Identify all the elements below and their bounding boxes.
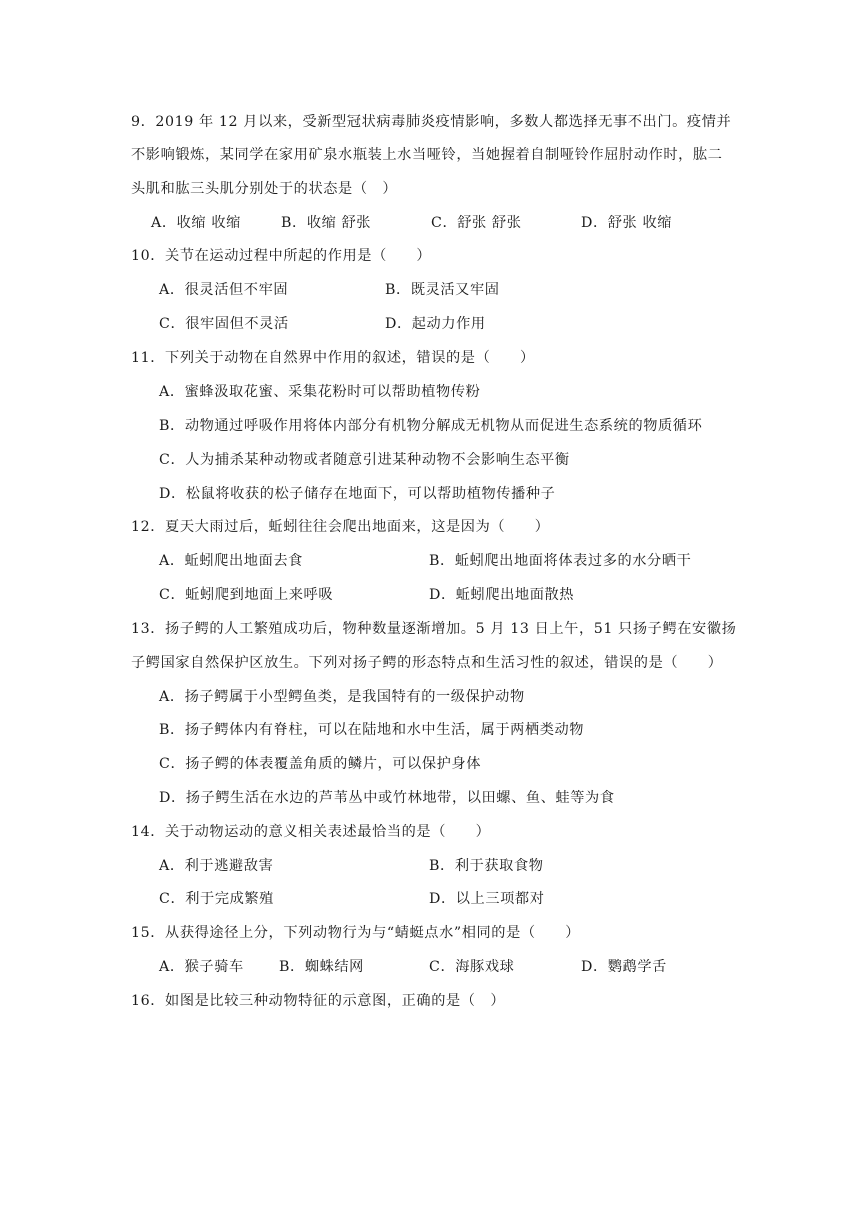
question-13-option-b: B．扬子鳄体内有脊柱，可以在陆地和水中生活，属于两栖类动物 xyxy=(159,722,585,738)
question-9-option-d: D．舒张 收缩 xyxy=(581,215,673,231)
question-9-option-a: A．收缩 收缩 xyxy=(151,215,241,231)
question-11-option-a: A．蜜蜂汲取花蜜、采集花粉时可以帮助植物传粉 xyxy=(159,384,481,400)
question-11-option-b: B．动物通过呼吸作用将体内部分有机物分解成无机物从而促进生态系统的物质循环 xyxy=(159,418,703,434)
question-10-option-c: C．很牢固但不灵活 xyxy=(159,316,289,332)
question-14-stem: 14．关于动物运动的意义相关表述最恰当的是（ ） xyxy=(131,824,491,840)
question-15-option-b: B．蜘蛛结网 xyxy=(279,959,364,975)
question-12-option-a: A．蚯蚓爬出地面去食 xyxy=(159,553,303,569)
question-14-option-a: A．利于逃避敌害 xyxy=(159,858,274,874)
question-11-option-c: C．人为捕杀某种动物或者随意引进某种动物不会影响生态平衡 xyxy=(159,452,570,468)
question-9-option-b: B．收缩 舒张 xyxy=(281,215,372,231)
question-14-option-d: D．以上三项都对 xyxy=(429,891,545,907)
question-15-option-c: C．海豚戏球 xyxy=(429,959,515,975)
question-9-option-c: C．舒张 舒张 xyxy=(431,215,522,231)
question-13-option-d: D．扬子鳄生活在水边的芦苇丛中或竹林地带，以田螺、鱼、蛙等为食 xyxy=(159,790,615,806)
question-10-option-a: A．很灵活但不牢固 xyxy=(159,282,289,298)
question-12-option-d: D．蚯蚓爬出地面散热 xyxy=(429,587,575,603)
question-11-option-d: D．松鼠将收获的松子储存在地面下，可以帮助植物传播种子 xyxy=(159,486,556,502)
question-12-stem: 12．夏天大雨过后，蚯蚓往往会爬出地面来，这是因为（ ） xyxy=(131,519,550,535)
question-13-option-a: A．扬子鳄属于小型鳄鱼类，是我国特有的一级保护动物 xyxy=(159,689,525,705)
question-13-option-c: C．扬子鳄的体表覆盖角质的鳞片，可以保护身体 xyxy=(159,756,481,772)
question-12-option-b: B．蚯蚓爬出地面将体表过多的水分晒干 xyxy=(429,553,692,569)
question-9-stem-line-1: 9．2019 年 12 月以来，受新型冠状病毒肺炎疫情影响，多数人都选择无事不出门。疫情并 xyxy=(131,114,732,130)
question-15-stem: 15．从获得途径上分，下列动物行为与“蜻蜓点水”相同的是（ ） xyxy=(131,925,581,941)
question-10-option-d: D．起动力作用 xyxy=(385,316,486,332)
question-10-option-b: B．既灵活又牢固 xyxy=(385,282,500,298)
question-11-stem: 11．下列关于动物在自然界中作用的叙述，错误的是（ ） xyxy=(131,350,535,366)
question-9-stem-line-2: 不影响锻炼，某同学在家用矿泉水瓶装上水当哑铃，当她握着自制哑铃作屈肘动作时，肱二 xyxy=(131,147,723,163)
question-10-stem: 10．关节在运动过程中所起的作用是（ ） xyxy=(131,248,432,264)
question-14-option-b: B．利于获取食物 xyxy=(429,858,544,874)
question-9-stem-line-3: 头肌和肱三头肌分别处于的状态是（ ） xyxy=(131,181,398,197)
question-13-stem-line-2: 子鳄国家自然保护区放生。下列对扬子鳄的形态特点和生活习性的叙述，错误的是（ ） xyxy=(131,655,723,671)
question-16-stem: 16．如图是比较三种动物特征的示意图，正确的是（ ） xyxy=(131,993,506,1009)
question-12-option-c: C．蚯蚓爬到地面上来呼吸 xyxy=(159,587,334,603)
question-15-option-a: A．猴子骑车 xyxy=(159,959,244,975)
question-14-option-c: C．利于完成繁殖 xyxy=(159,891,274,907)
question-13-stem-line-1: 13．扬子鳄的人工繁殖成功后，物种数量逐渐增加。5 月 13 日上午，51 只扬子鳄在安徽扬 xyxy=(131,621,737,637)
question-15-option-d: D．鹦鹉学舌 xyxy=(581,959,667,975)
